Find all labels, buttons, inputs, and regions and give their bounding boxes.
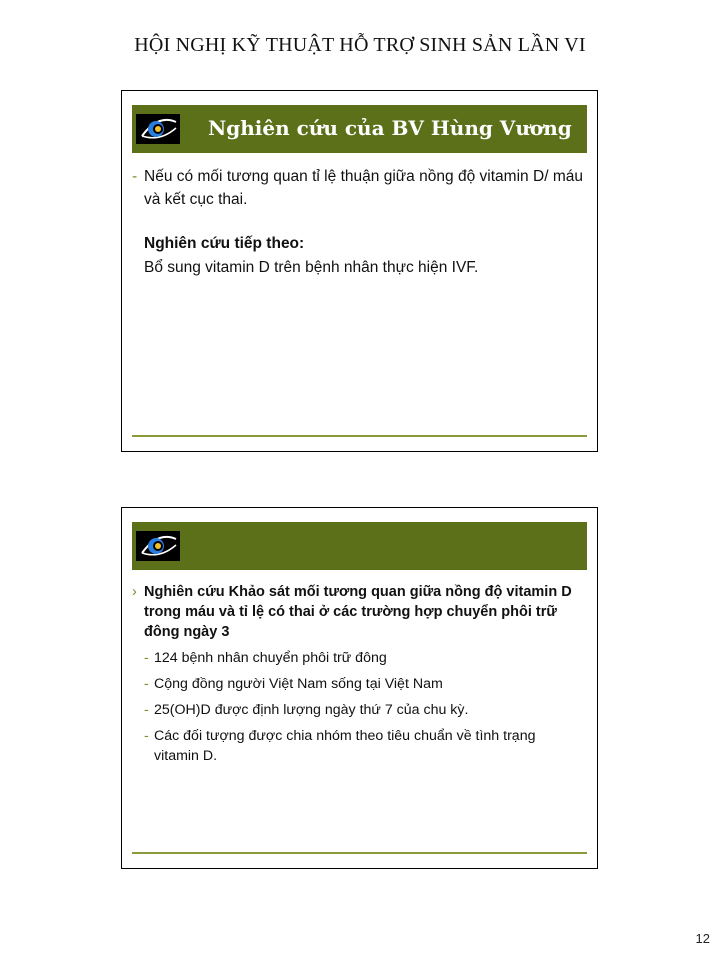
slide-2 xyxy=(121,507,598,869)
subheading: Nghiên cứu tiếp theo: xyxy=(144,235,305,252)
sub-bullet-list xyxy=(132,648,583,766)
body-text: Bổ sung vitamin D trên bệnh nhân thực hiện IVF. xyxy=(144,259,479,276)
bullet-text: Nếu có mối tương quan tỉ lệ thuận giữa nồng độ vitamin D/ máu và kết cục thai. xyxy=(144,168,583,208)
sub-bullet-item xyxy=(132,674,583,694)
sub-bullet-item xyxy=(132,648,583,668)
sub-bullet-text: Các đối tượng được chia nhóm theo tiêu chuẩn về tình trạng vitamin D. xyxy=(154,728,536,764)
sub-bullet-text: 25(OH)D được định lượng ngày thứ 7 của chu kỳ. xyxy=(154,702,469,718)
sub-bullet-text: Cộng đồng người Việt Nam sống tại Việt Nam xyxy=(154,676,443,692)
slide-1 xyxy=(121,90,598,452)
footer-rule xyxy=(132,435,587,437)
sub-bullet-text: 124 bệnh nhân chuyển phôi trữ đông xyxy=(154,650,387,666)
slide-body xyxy=(132,582,583,772)
sub-bullet-item xyxy=(132,726,583,766)
dash-marker: - xyxy=(144,702,149,718)
bullet-item xyxy=(132,165,583,211)
slide-title-bar xyxy=(132,105,587,153)
main-bullet-text: Nghiên cứu Khảo sát mối tương quan giữa nồng độ vitamin D trong máu và tỉ lệ có thai ở các trường hợp chuyển phôi trữ đông ngày 3 xyxy=(144,584,572,640)
dash-marker: - xyxy=(144,676,149,692)
footer-rule xyxy=(132,852,587,854)
page-number: 12 xyxy=(695,931,710,946)
eye-crest-logo-icon xyxy=(136,114,180,144)
arrow-marker: › xyxy=(132,584,137,600)
dash-marker: - xyxy=(132,168,138,185)
sub-bullet-item xyxy=(132,700,583,720)
dash-marker: - xyxy=(144,728,149,744)
document-header-title: HỘI NGHỊ KỸ THUẬT HỖ TRỢ SINH SẢN LẦN VI xyxy=(134,34,586,56)
slide-title: Nghiên cứu của BV Hùng Vương xyxy=(208,116,572,140)
slide-title-bar xyxy=(132,522,587,570)
slide-body xyxy=(132,165,583,277)
dash-marker: - xyxy=(144,650,149,666)
main-bullet-item xyxy=(132,582,583,642)
eye-crest-logo-icon xyxy=(136,531,180,561)
